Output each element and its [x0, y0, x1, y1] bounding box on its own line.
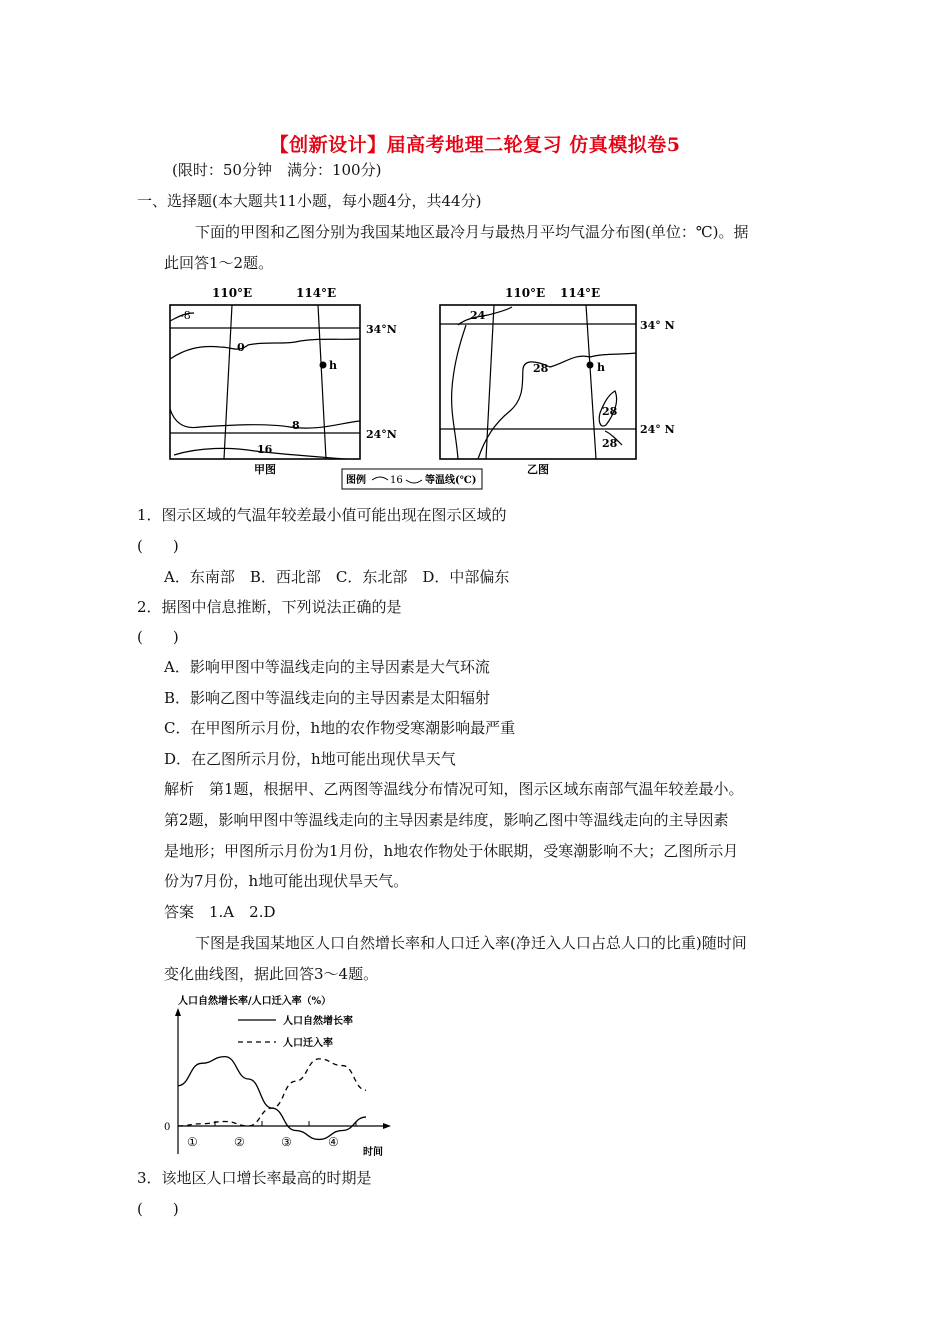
doc-title: 【创新设计】届高考地理二轮复习 仿真模拟卷5	[269, 134, 681, 156]
intro-1-line-1: 下面的甲图和乙图分别为我国某地区最冷月与最热月平均气温分布图(单位：℃)。据	[195, 223, 749, 241]
legend-series-1: 人口迁入率	[283, 1038, 333, 1049]
yi-isotherm-28a: 28	[533, 362, 549, 375]
isotherm-maps-figure	[160, 283, 680, 493]
chart-x-tick-label-2: ②	[234, 1135, 245, 1149]
question-2: 2．据图中信息推断，下列说法正确的是	[137, 598, 402, 616]
question-2-option-a: A．影响甲图中等温线走向的主导因素是大气环流	[164, 658, 490, 676]
answer-line: 答案 1.A 2.D	[164, 903, 276, 921]
yi-isotherm-28c: 28	[602, 437, 618, 450]
intro-1-line-2: 此回答1～2题。	[164, 254, 274, 272]
chart-x-tick-label-4: ④	[328, 1135, 339, 1149]
chart-x-arrow	[383, 1123, 391, 1129]
question-2-option-c: C．在甲图所示月份，h地的农作物受寒潮影响最严重	[164, 719, 516, 737]
question-3-paren: ( )	[137, 1200, 179, 1218]
chart-y-arrow	[175, 1008, 181, 1016]
explanation-line-4: 份为7月份，h地可能出现伏旱天气。	[164, 872, 409, 890]
chart-y-tick-0: 0	[164, 1122, 171, 1133]
question-1: 1．图示区域的气温年较差最小值可能出现在图示区域的	[137, 506, 507, 524]
question-2-option-b: B．影响乙图中等温线走向的主导因素是太阳辐射	[164, 689, 491, 707]
yi-isotherm-28b: 28	[602, 405, 618, 418]
yi-caption: 乙图	[527, 463, 549, 476]
section-heading: 一、选择题(本大题共11小题，每小题4分，共44分)	[137, 192, 482, 210]
intro-2-line-2: 变化曲线图，据此回答3～4题。	[164, 965, 379, 983]
question-2-paren: ( )	[137, 628, 179, 646]
chart-xlabel: 时间	[363, 1147, 383, 1158]
jia-lon-114: 114°E	[296, 286, 337, 300]
question-2-option-d: D．在乙图所示月份，h地可能出现伏旱天气	[164, 750, 456, 768]
doc-meta: (限时：50分钟 满分：100分)	[172, 161, 382, 179]
map-jia	[170, 286, 397, 476]
intro-2-line-1: 下图是我国某地区人口自然增长率和人口迁入率(净迁入人口占总人口的比重)随时间	[195, 934, 747, 952]
explanation-line-1: 解析 第1题，根据甲、乙两图等温线分布情况可知，图示区域东南部气温年较差最小。	[164, 780, 744, 798]
legend-suffix: 等温线(℃)	[425, 475, 477, 486]
yi-lon-114: 114°E	[560, 286, 601, 300]
legend-series-0: 人口自然增长率	[283, 1016, 353, 1027]
yi-lon-110: 110°E	[505, 286, 546, 300]
yi-lat-34: 34° N	[640, 319, 675, 332]
jia-lon-110: 110°E	[212, 286, 253, 300]
map-legend	[342, 469, 482, 489]
question-1-options: A．东南部 B．西北部 C．东北部 D．中部偏东	[164, 568, 510, 586]
chart-x-tick-label-1: ①	[187, 1135, 198, 1149]
chart-ylabel: 人口自然增长率/人口迁入率（%）	[178, 996, 332, 1007]
map-yi	[440, 286, 675, 476]
jia-isotherm-0: 0	[237, 341, 245, 354]
explanation-line-3: 是地形；甲图所示月份为1月份，h地农作物处于休眠期，受寒潮影响不大；乙图所示月	[164, 842, 739, 860]
legend-prefix: 图例	[346, 475, 366, 486]
yi-isotherm-24: 24	[470, 309, 486, 322]
jia-isotherm-m8: -8	[180, 309, 191, 322]
yi-point-h: h	[597, 361, 605, 374]
jia-isotherm-8: 8	[292, 419, 300, 432]
chart-series-line-1	[178, 1059, 366, 1126]
jia-point-h: h	[329, 359, 337, 372]
question-1-paren: ( )	[137, 537, 179, 555]
jia-caption: 甲图	[254, 463, 276, 476]
legend-value: 16	[390, 475, 403, 486]
population-chart	[158, 992, 408, 1162]
jia-lat-34: 34°N	[366, 323, 397, 336]
yi-lat-24: 24° N	[640, 423, 675, 436]
chart-series-line-0	[178, 1057, 366, 1140]
explanation-line-2: 第2题，影响甲图中等温线走向的主导因素是纬度，影响乙图中等温线走向的主导因素	[164, 811, 729, 829]
question-3: 3．该地区人口增长率最高的时期是	[137, 1169, 372, 1187]
jia-lat-24: 24°N	[366, 428, 397, 441]
jia-isotherm-16: 16	[257, 443, 273, 456]
chart-x-tick-label-3: ③	[281, 1135, 292, 1149]
